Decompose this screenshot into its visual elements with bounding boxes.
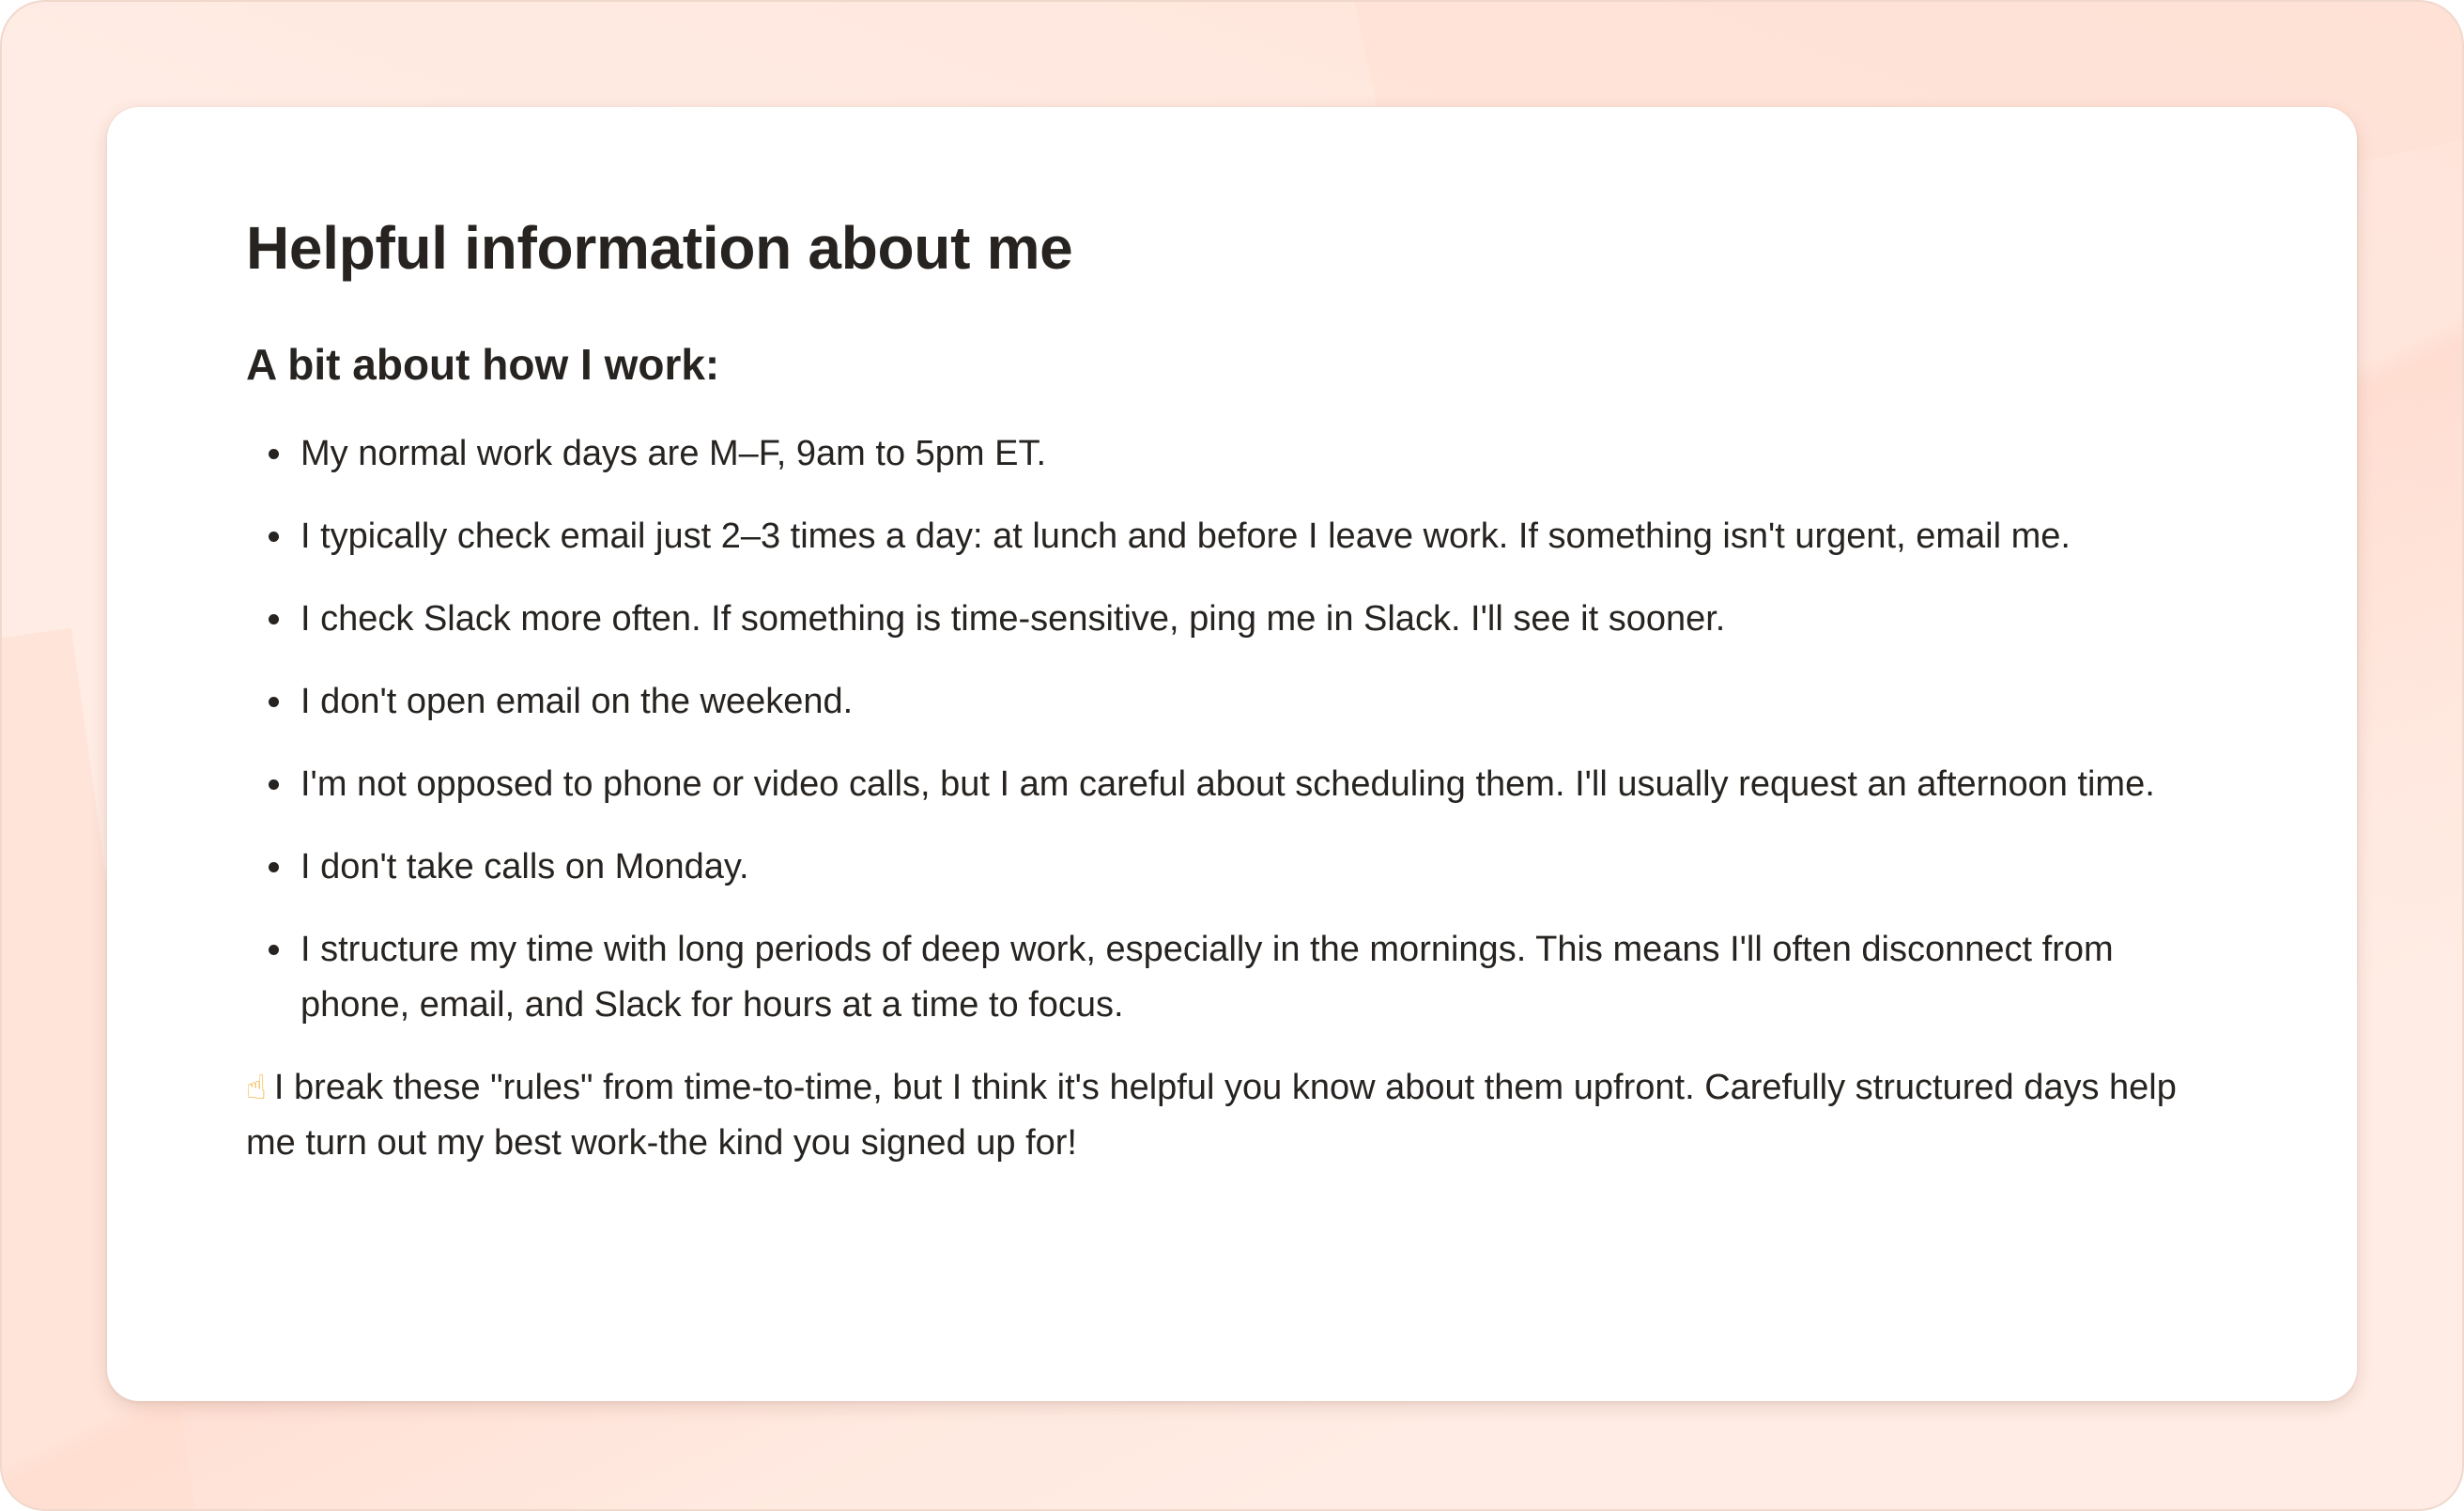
footnote xyxy=(246,1060,2199,1171)
list-item xyxy=(246,922,2188,1033)
list-item xyxy=(246,426,2188,482)
list-item xyxy=(246,674,2188,730)
list-item-text: I'm not opposed to phone or video calls, but I am careful about scheduling them. I'll usually request an afternoon time. xyxy=(300,763,2155,804)
bullet-list xyxy=(246,426,2220,1033)
list-item xyxy=(246,840,2188,895)
pointing-up-hand-icon: ☝ xyxy=(246,1068,267,1107)
bullet-icon xyxy=(269,532,279,542)
section-heading: A bit about how I work: xyxy=(246,339,720,389)
bullet-icon xyxy=(269,862,279,872)
bullet-icon xyxy=(269,614,279,624)
list-item-text: I check Slack more often. If something is time-sensitive, ping me in Slack. I'll see it sooner. xyxy=(300,598,1726,639)
list-item-text: I don't open email on the weekend. xyxy=(300,681,854,721)
bullet-icon xyxy=(269,779,279,790)
bullet-icon xyxy=(269,945,279,955)
page-title: Helpful information about me xyxy=(246,214,1073,282)
list-item xyxy=(246,592,2188,647)
list-item-text: My normal work days are M–F, 9am to 5pm ET. xyxy=(300,433,1047,473)
bullet-icon xyxy=(269,697,279,707)
list-item-text: I structure my time with long periods of deep work, especially in the mornings. This means I'll often disconnect from phone, email, and Slack for hours at a time to focus. xyxy=(300,929,2114,1025)
content-card xyxy=(107,107,2357,1401)
list-item xyxy=(246,509,2188,564)
footnote-text: I break these "rules" from time-to-time, but I think it's helpful you know about them upfront. Carefully structured days help me turn out my best work-the kind you signed up for! xyxy=(246,1067,2177,1163)
list-item xyxy=(246,757,2188,812)
list-item-text: I typically check email just 2–3 times a day: at lunch and before I leave work. If something isn't urgent, email me. xyxy=(300,516,2071,556)
bullet-icon xyxy=(269,449,279,459)
list-item-text: I don't take calls on Monday. xyxy=(300,846,749,887)
